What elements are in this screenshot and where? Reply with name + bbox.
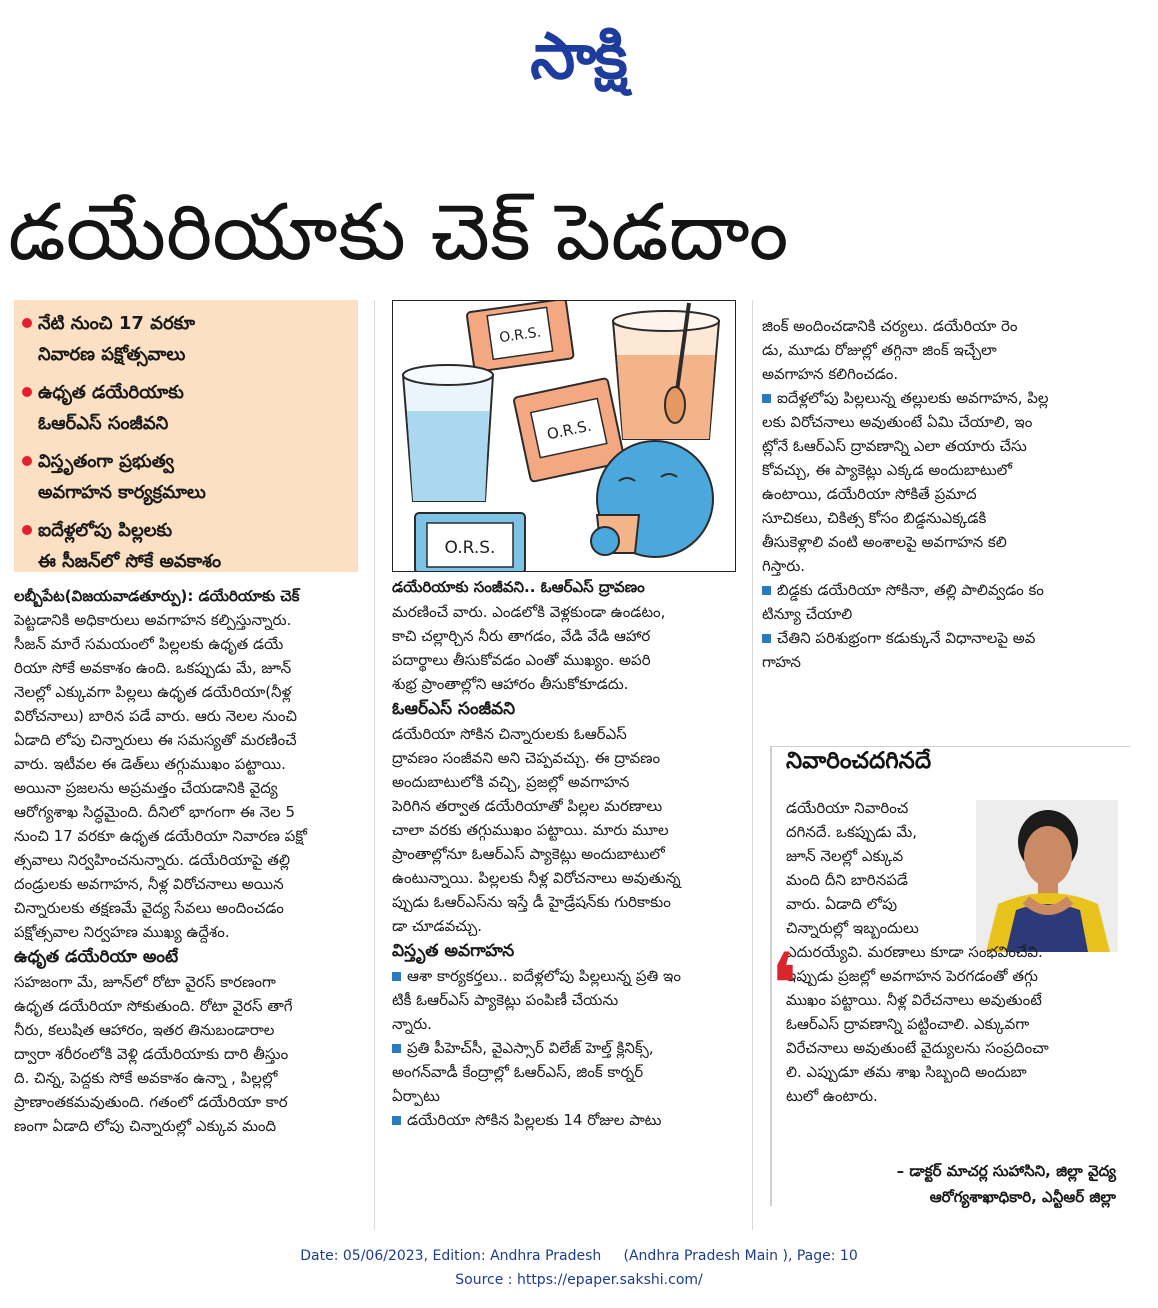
highlights-box bbox=[14, 300, 358, 572]
ors-illustration bbox=[392, 300, 736, 572]
body-line: త్సవాలు నిర్వహించనున్నారు. డయేరియాపై తల్లి bbox=[14, 851, 290, 869]
body-line: ది. చిన్న, పెద్దకు సోకే అవకాశం ఉన్నా , పిల్లల్లో bbox=[14, 1069, 278, 1087]
highlight-line: నేటి నుంచి 17 వరకూ bbox=[38, 313, 196, 334]
body-line: జింక్ అందించడానికి చర్యలు. డయేరియా రెం bbox=[762, 317, 1018, 335]
highlight-line: అవగాహన కార్యక్రమాలు bbox=[38, 482, 206, 503]
body-line: డా చూడవచ్చు. bbox=[392, 917, 483, 935]
body-line: ద్వారా శరీరంలోకి వెళ్లి డయేరియాకు దారి తీస్తుం bbox=[14, 1045, 289, 1063]
body-line: కోవచ్చు, ఈ ప్యాకెట్లు ఎక్కడ అందుబాటులో bbox=[762, 461, 1013, 479]
packet-label: O.R.S. bbox=[498, 324, 543, 347]
body-line: ఏడాది లోపు చిన్నారులు ఈ సమస్యతో మరణించే bbox=[14, 731, 297, 749]
body-line: ఏర్పాటు bbox=[392, 1087, 440, 1105]
body-line: పక్షోత్సవాల నిర్వహణ ముఖ్య ఉద్దేశం. bbox=[14, 923, 230, 941]
body-line: డు, మూడు రోజుల్లో తగ్గినా జింక్ ఇచ్చేలా bbox=[762, 341, 997, 359]
body-line: మరణించే వారు. ఎండలోకి వెళ్లకుండా ఉండటం, bbox=[392, 603, 666, 621]
highlight-line: ఐదేళ్లలోపు పిల్లలకు bbox=[38, 520, 173, 541]
highlight-item bbox=[20, 308, 352, 370]
highlight-line: ఓఆర్ఎస్ సంజీవని bbox=[38, 413, 169, 434]
body-line: నీరు, కలుషిత ఆహారం, ఇతర తినుబండారాల bbox=[14, 1021, 275, 1039]
column-divider bbox=[374, 300, 375, 1230]
body-line: చిన్నారులకు తక్షణమే వైద్య సేవలు అందించడం bbox=[14, 899, 284, 917]
sidebar-line: జూన్ నెలల్లో ఎక్కువ bbox=[786, 847, 904, 865]
body-line: డయేరియా సోకిన చిన్నారులకు ఓఆర్ఎస్ bbox=[392, 725, 627, 743]
body-line: ప్రాణాంతకమవుతుంది. గతంలో డయేరియా కార bbox=[14, 1093, 288, 1111]
signature-line: ఆరోగ్యశాఖాధికారి, ఎన్టీఆర్ జిల్లా bbox=[929, 1188, 1116, 1206]
quote-icon: ❛ bbox=[770, 935, 798, 1035]
body-line: సీజన్ మారే సమయంలో పిల్లలకు ఉధృత డయే bbox=[14, 635, 284, 653]
bullet-line: చేతిని పరిశుభ్రంగా కడుక్కునే విధానాలపై అవ bbox=[762, 626, 1118, 650]
body-line: తీసుకెళ్లాలి వంటి అంశాలపై అవగాహన కలి bbox=[762, 533, 1007, 551]
body-line: ప్పుడు ఓఆర్ఎస్‌ను ఇస్తే డీ హైడ్రేషన్‌కు గురికాకుం bbox=[392, 893, 671, 911]
subheading: ఓఆర్ఎస్ సంజీవని bbox=[392, 699, 516, 719]
highlight-line: ఈ సీజన్‌లో సోకే అవకాశం bbox=[38, 551, 222, 572]
body-line: లబ్బీపేట(విజయవాడతూర్పు): డయేరియాకు చెక్ bbox=[14, 587, 300, 605]
body-line: లకు విరోచనాలు అవుతుంటే ఏమి చేయాలి, ఇం bbox=[762, 413, 1033, 431]
bullet-dot-icon bbox=[22, 456, 32, 466]
bullet-line: ఐదేళ్లలోపు పిల్లలున్న తల్లులకు అవగాహన, పిల్ల bbox=[762, 386, 1118, 410]
subheading: విస్తృత అవగాహన bbox=[392, 941, 515, 961]
body-line: గిస్తారు. bbox=[762, 557, 806, 575]
body-line: అయినా ప్రజలను అప్రమత్తం చేయడానికి వైద్య bbox=[14, 779, 278, 797]
body-line: ణంగా ఏడాది లోపు చిన్నారుల్లో ఎక్కువ మంది bbox=[14, 1117, 277, 1135]
bullet-line: డయేరియా సోకిన పిల్లలకు 14 రోజుల పాటు bbox=[392, 1108, 742, 1132]
body-line: దండ్రులకు అవగాహన, నీళ్ల విరోచనాలు అయిన bbox=[14, 875, 284, 893]
sidebar-text bbox=[786, 796, 1126, 1108]
body-line: ఉంటున్నాయి. పిల్లలకు నీళ్ల విరోచనాలు అవుతున్న bbox=[392, 869, 681, 887]
body-line: గాహన bbox=[762, 653, 801, 671]
packet-label: O.R.S. bbox=[444, 538, 496, 558]
body-line: చాలా వరకు తగ్గుముఖం పట్టాయి. మారు మూల bbox=[392, 821, 669, 839]
body-line: సహజంగా మే, జూన్‌లో రోటా వైరస్ కారణంగా bbox=[14, 973, 276, 991]
body-line: సూచికలు, చికిత్స కోసం బిడ్డనుఎక్కడకి bbox=[762, 509, 987, 527]
signature-line: – డాక్టర్ మాచర్ల సుహాసిని, జిల్లా వైద్య bbox=[896, 1162, 1116, 1180]
body-line: పెట్టడానికి అధికారులు అవగాహన కల్పిస్తున్నారు. bbox=[14, 611, 292, 629]
body-line: రియా సోకే అవకాశం ఉంది. ఒకప్పుడు మే, జూన్ bbox=[14, 659, 292, 677]
body-line: అవగాహన కలిగించడం. bbox=[762, 365, 899, 383]
edition-info: Date: 05/06/2023, Edition: Andhra Pradesh (Andhra Pradesh Main ), Page: 10 bbox=[300, 1248, 858, 1264]
sidebar-line: విరేచనాలు అవుతుంటే వైద్యులను సంప్రదించా bbox=[786, 1039, 1049, 1057]
square-bullet-icon bbox=[762, 586, 771, 595]
headline: డయేరియాకు చెక్ పెడదాం bbox=[8, 188, 789, 278]
body-line: ఆరోగ్యశాఖ సిద్ధమైంది. దీనిలో భాగంగా ఈ నెల 5 bbox=[14, 803, 296, 821]
square-bullet-icon bbox=[392, 1044, 401, 1053]
bullet-dot-icon bbox=[22, 387, 32, 397]
square-bullet-icon bbox=[762, 394, 771, 403]
sidebar-line: వారు. ఏడాది లోపు bbox=[786, 895, 898, 913]
sidebar-line: డయేరియా నివారించ bbox=[786, 799, 909, 817]
body-line: ద్రావణం సంజీవని అని చెప్పవచ్చు. ఈ ద్రావణం bbox=[392, 749, 661, 767]
sidebar-line: ఓఆర్ఎస్ ద్రావణాన్ని పట్టించాలి. ఎక్కువగా bbox=[786, 1015, 1030, 1033]
packet-label: O.R.S. bbox=[545, 416, 594, 444]
article-column-1 bbox=[14, 584, 360, 1138]
sakshi-logo: సాక్షి bbox=[530, 20, 626, 94]
body-line: పెరిగిన తర్వాత డయేరియాతో పిల్లల మరణాలు bbox=[392, 797, 663, 815]
body-line: నెలల్లో ఎక్కువగా పిల్లలు ఉధృత డయేరియా(నీళ్ల bbox=[14, 683, 292, 701]
square-bullet-icon bbox=[392, 1116, 401, 1125]
square-bullet-icon bbox=[762, 634, 771, 643]
highlight-line: విస్తృతంగా ప్రభుత్వ bbox=[38, 451, 174, 472]
sidebar-line: ముఖం పట్టాయి. నీళ్ల విరేచనాలు అవుతుంటే bbox=[786, 991, 1042, 1009]
bullet-line: ప్రతి పీహెచ్‌సీ, వైఎస్సార్ విలేజ్ హెల్త్ క్లినిక్స్, bbox=[392, 1036, 742, 1060]
signature bbox=[786, 1158, 1116, 1210]
highlight-item bbox=[20, 377, 352, 439]
sidebar-line: చిన్నారుల్లో ఇబ్బందులు bbox=[786, 919, 919, 937]
body-line: న్నారు. bbox=[392, 1015, 432, 1033]
column-divider bbox=[752, 300, 753, 1230]
body-line: నుంచి 17 వరకూ ఉధృత డయేరియా నివారణ పక్షో bbox=[14, 827, 307, 845]
bullet-dot-icon bbox=[22, 525, 32, 535]
sidebar-title: నివారించదగినదే bbox=[786, 748, 932, 774]
square-bullet-icon bbox=[392, 972, 401, 981]
body-line: పదార్థాలు తీసుకోవడం ఎంతో ముఖ్యం. అపరి bbox=[392, 651, 651, 669]
footer bbox=[0, 1244, 1158, 1292]
body-line: ఉధృత డయేరియా సోకుతుంది. రోటా వైరస్ తాగే bbox=[14, 997, 293, 1015]
sidebar-line: మంది దీని బారినపడే bbox=[786, 871, 908, 889]
bullet-dot-icon bbox=[22, 318, 32, 328]
sidebar-top-rule bbox=[770, 746, 1130, 747]
sidebar-line: లి. ఎప్పుడూ తమ శాఖ సిబ్బంది అందుబా bbox=[786, 1063, 1027, 1081]
sidebar-line: టులో ఉంటారు. bbox=[786, 1087, 878, 1105]
highlight-line: ఉధృత డయేరియాకు bbox=[38, 382, 184, 403]
highlight-item bbox=[20, 446, 352, 508]
sidebar-line: దగినదే. ఒకప్పుడు మే, bbox=[786, 823, 918, 841]
body-line: అంగన్‌వాడీ కేంద్రాల్లో ఓఆర్ఎస్, జింక్ కార్నర్ bbox=[392, 1063, 644, 1081]
ors-drawing bbox=[393, 301, 736, 572]
body-line: అందుబాటులోకి వచ్చి, ప్రజల్లో అవగాహన bbox=[392, 773, 630, 791]
source-link[interactable]: Source : https://epaper.sakshi.com/ bbox=[455, 1272, 703, 1288]
body-line: కాచి చల్లార్చిన నీరు తాగడం, వేడి వేడి ఆహార bbox=[392, 627, 651, 645]
article-column-3 bbox=[762, 314, 1118, 674]
body-line: టిన్యూ చేయాలి bbox=[762, 605, 853, 623]
sidebar-line: ఎదురయ్యేవి. మరణాలు కూడా సంభవించేవి. bbox=[786, 943, 1043, 961]
body-line: విరోచనాలు) బారిన పడే వారు. ఆరు నెలల నుంచి bbox=[14, 707, 298, 725]
subheading: ఉధృత డయేరియా అంటే bbox=[14, 947, 179, 967]
highlight-line: నివారణ పక్షోత్సవాలు bbox=[38, 344, 186, 365]
body-line: ప్రాంతాల్లోనూ ఓఆర్ఎస్ ప్యాకెట్లు అందుబాటులో bbox=[392, 845, 665, 863]
body-line: టికీ ఓఆర్ఎస్ ప్యాకెట్లు పంపిణీ చేయను bbox=[392, 991, 619, 1009]
sidebar-line: ఇప్పుడు ప్రజల్లో అవగాహన పెరగడంతో తగ్గు bbox=[786, 967, 1038, 985]
bullet-line: బిడ్డకు డయేరియా సోకినా, తల్లి పాలివ్వడం కం bbox=[762, 578, 1118, 602]
illustration-caption: డయేరియాకు సంజీవని.. ఓఆర్ఎస్ ద్రావణం bbox=[392, 578, 645, 596]
article-column-2 bbox=[392, 600, 742, 1132]
body-line: వారు. ఇటీవల ఈ డెత్‌లు తగ్గుముఖం పట్టాయి. bbox=[14, 755, 286, 773]
body-line: శుభ్ర ప్రాంతాల్లోని ఆహారం తీసుకోకూడదు. bbox=[392, 675, 629, 693]
highlight-item bbox=[20, 515, 352, 577]
bullet-line: ఆశా కార్యకర్తలు.. ఐదేళ్లలోపు పిల్లలున్న ప్రతి ఇం bbox=[392, 964, 742, 988]
body-line: ట్లోనే ఓఆర్ఎస్ ద్రావణాన్ని ఎలా తయారు చేసు bbox=[762, 437, 1027, 455]
body-line: ఉంటాయి, డయేరియా సోకితే ప్రమాద bbox=[762, 485, 977, 503]
